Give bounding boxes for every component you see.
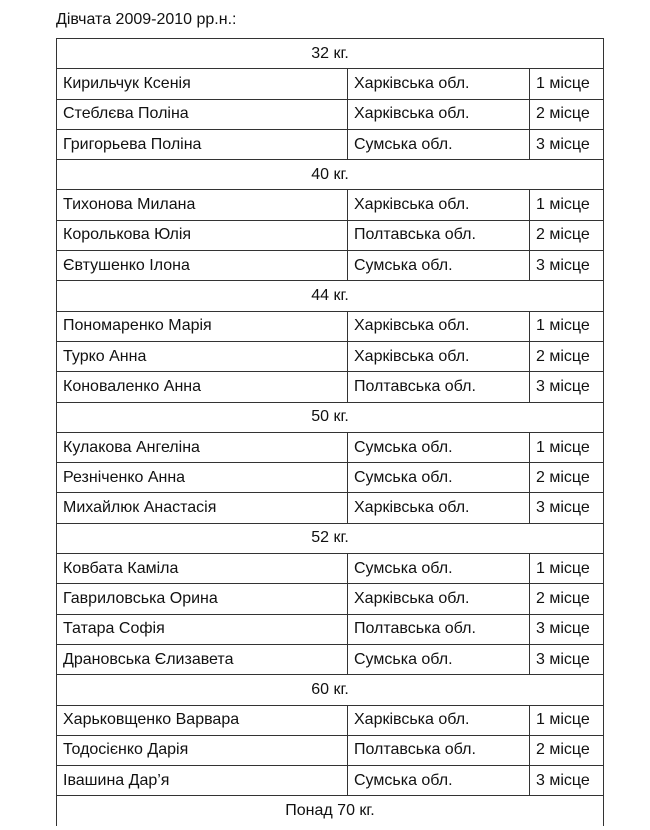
athlete-name: Татара Софія [57, 614, 348, 644]
athlete-region: Харківська обл. [348, 190, 530, 220]
athlete-name: Резніченко Анна [57, 463, 348, 493]
weight-category: Понад 70 кг. [57, 796, 604, 826]
table-row [57, 493, 604, 523]
athlete-place: 3 місце [530, 129, 604, 159]
weight-category-row [57, 523, 604, 553]
table-row [57, 341, 604, 371]
table-row [57, 463, 604, 493]
weight-category-row [57, 160, 604, 190]
athlete-place: 1 місце [530, 705, 604, 735]
athlete-region: Харківська обл. [348, 341, 530, 371]
athlete-place: 2 місце [530, 584, 604, 614]
athlete-region: Сумська обл. [348, 766, 530, 796]
athlete-place: 1 місце [530, 190, 604, 220]
athlete-place: 3 місце [530, 493, 604, 523]
table-row [57, 372, 604, 402]
weight-category-row [57, 402, 604, 432]
athlete-place: 3 місце [530, 644, 604, 674]
table-row [57, 554, 604, 584]
athlete-name: Стеблєва Поліна [57, 99, 348, 129]
weight-category-row [57, 796, 604, 826]
athlete-place: 2 місце [530, 341, 604, 371]
table-row [57, 735, 604, 765]
athlete-place: 1 місце [530, 432, 604, 462]
athlete-name: Євтушенко Ілона [57, 251, 348, 281]
table-row [57, 311, 604, 341]
table-row [57, 129, 604, 159]
athlete-name: Михайлюк Анастасія [57, 493, 348, 523]
athlete-region: Сумська обл. [348, 251, 530, 281]
weight-category: 32 кг. [57, 39, 604, 69]
athlete-name: Тихонова Милана [57, 190, 348, 220]
athlete-name: Пономаренко Марія [57, 311, 348, 341]
athlete-region: Полтавська обл. [348, 372, 530, 402]
athlete-place: 2 місце [530, 735, 604, 765]
results-table [56, 38, 604, 826]
athlete-place: 3 місце [530, 766, 604, 796]
weight-category-row [57, 675, 604, 705]
athlete-region: Полтавська обл. [348, 220, 530, 250]
athlete-name: Кирильчук Ксенія [57, 69, 348, 99]
athlete-place: 1 місце [530, 69, 604, 99]
table-row [57, 584, 604, 614]
table-row [57, 251, 604, 281]
table-row [57, 644, 604, 674]
table-row [57, 99, 604, 129]
weight-category: 52 кг. [57, 523, 604, 553]
athlete-place: 3 місце [530, 372, 604, 402]
athlete-place: 3 місце [530, 251, 604, 281]
athlete-place: 2 місце [530, 220, 604, 250]
athlete-name: Івашина Дар’я [57, 766, 348, 796]
athlete-place: 2 місце [530, 463, 604, 493]
athlete-region: Харківська обл. [348, 493, 530, 523]
weight-category: 44 кг. [57, 281, 604, 311]
athlete-place: 1 місце [530, 554, 604, 584]
athlete-region: Харківська обл. [348, 99, 530, 129]
athlete-name: Гавриловська Орина [57, 584, 348, 614]
athlete-region: Полтавська обл. [348, 614, 530, 644]
athlete-region: Сумська обл. [348, 554, 530, 584]
athlete-place: 2 місце [530, 99, 604, 129]
athlete-region: Харківська обл. [348, 584, 530, 614]
athlete-place: 3 місце [530, 614, 604, 644]
athlete-name: Кулакова Ангеліна [57, 432, 348, 462]
athlete-name: Коноваленко Анна [57, 372, 348, 402]
athlete-name: Григорьева Поліна [57, 129, 348, 159]
table-row [57, 190, 604, 220]
athlete-region: Харківська обл. [348, 311, 530, 341]
athlete-name: Харьковщенко Варвара [57, 705, 348, 735]
athlete-region: Сумська обл. [348, 463, 530, 493]
athlete-name: Тодосієнко Дарія [57, 735, 348, 765]
table-row [57, 69, 604, 99]
results-table-body [57, 39, 604, 826]
weight-category: 60 кг. [57, 675, 604, 705]
athlete-region: Полтавська обл. [348, 735, 530, 765]
table-row [57, 705, 604, 735]
table-row [57, 432, 604, 462]
athlete-region: Сумська обл. [348, 644, 530, 674]
table-row [57, 766, 604, 796]
table-row [57, 220, 604, 250]
athlete-region: Сумська обл. [348, 129, 530, 159]
athlete-name: Ковбата Каміла [57, 554, 348, 584]
weight-category: 50 кг. [57, 402, 604, 432]
athlete-name: Турко Анна [57, 341, 348, 371]
document-heading: Дівчата 2009-2010 рр.н.: [56, 11, 237, 28]
weight-category-row [57, 39, 604, 69]
athlete-region: Сумська обл. [348, 432, 530, 462]
table-row [57, 614, 604, 644]
weight-category-row [57, 281, 604, 311]
athlete-name: Драновська Єлизавета [57, 644, 348, 674]
athlete-place: 1 місце [530, 311, 604, 341]
athlete-name: Королькова Юлія [57, 220, 348, 250]
athlete-region: Харківська обл. [348, 69, 530, 99]
weight-category: 40 кг. [57, 160, 604, 190]
athlete-region: Харківська обл. [348, 705, 530, 735]
